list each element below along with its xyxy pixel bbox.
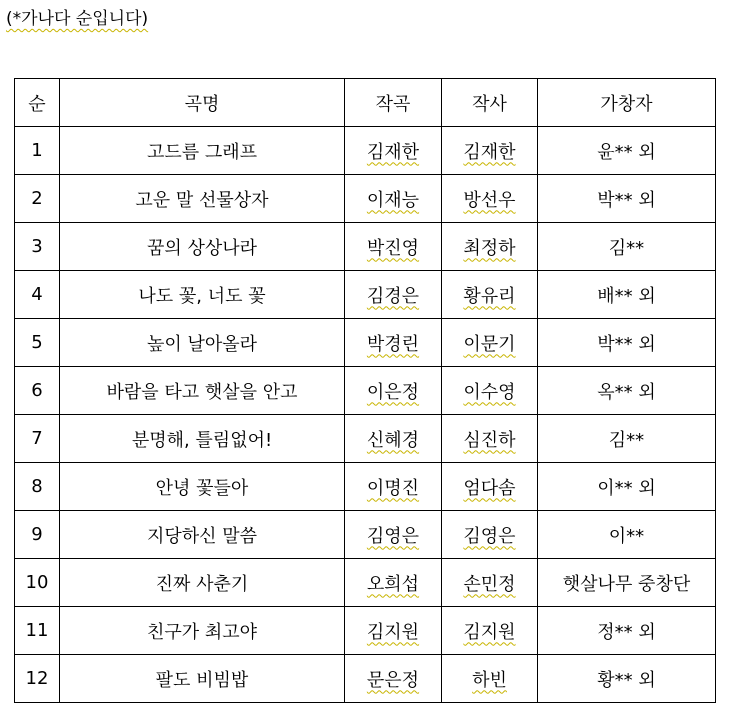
cell-composer-text: 김지원 bbox=[366, 621, 420, 643]
cell-title: 고운 말 선물상자 bbox=[60, 175, 345, 223]
cell-title: 분명해, 틀림없어! bbox=[60, 415, 345, 463]
cell-composer bbox=[345, 367, 442, 415]
cell-lyricist-text: 하빈 bbox=[472, 669, 507, 691]
cell-no: 3 bbox=[15, 223, 60, 271]
table-row bbox=[15, 463, 716, 511]
header-lyricist: 작사 bbox=[442, 79, 538, 127]
cell-composer bbox=[345, 223, 442, 271]
table-row bbox=[15, 271, 716, 319]
cell-composer-text: 신혜경 bbox=[366, 429, 420, 451]
table-row bbox=[15, 655, 716, 703]
cell-lyricist-text: 이수영 bbox=[463, 381, 516, 403]
cell-title: 바람을 타고 햇살을 안고 bbox=[60, 367, 345, 415]
cell-lyricist bbox=[442, 367, 538, 415]
cell-title: 안녕 꽃들아 bbox=[60, 463, 345, 511]
cell-no: 8 bbox=[15, 463, 60, 511]
table-row bbox=[15, 367, 716, 415]
cell-lyricist bbox=[442, 175, 538, 223]
cell-composer bbox=[345, 607, 442, 655]
cell-no: 1 bbox=[15, 127, 60, 175]
cell-no: 2 bbox=[15, 175, 60, 223]
header-composer: 작곡 bbox=[345, 79, 442, 127]
cell-lyricist-text: 방선우 bbox=[463, 189, 516, 211]
cell-composer-text: 이재능 bbox=[366, 189, 420, 211]
cell-lyricist-text: 황유리 bbox=[463, 285, 516, 307]
table-row bbox=[15, 175, 716, 223]
cell-title: 친구가 최고야 bbox=[60, 607, 345, 655]
cell-singer: 김** bbox=[538, 223, 716, 271]
cell-composer bbox=[345, 559, 442, 607]
song-table bbox=[14, 78, 716, 703]
table-row bbox=[15, 223, 716, 271]
cell-composer-text: 문은정 bbox=[366, 669, 420, 691]
cell-lyricist-text: 김지원 bbox=[463, 621, 516, 643]
cell-title: 진짜 사춘기 bbox=[60, 559, 345, 607]
cell-lyricist bbox=[442, 271, 538, 319]
cell-title: 나도 꽃, 너도 꽃 bbox=[60, 271, 345, 319]
sort-note bbox=[6, 8, 148, 30]
table-header-row bbox=[15, 79, 716, 127]
cell-no: 11 bbox=[15, 607, 60, 655]
cell-singer: 정** 외 bbox=[538, 607, 716, 655]
cell-composer-text: 이은정 bbox=[366, 381, 420, 403]
cell-composer-text: 박진영 bbox=[366, 237, 420, 259]
table-row bbox=[15, 559, 716, 607]
cell-lyricist bbox=[442, 127, 538, 175]
header-singer: 가창자 bbox=[538, 79, 716, 127]
song-rows bbox=[15, 127, 716, 703]
cell-singer: 박** 외 bbox=[538, 175, 716, 223]
cell-lyricist-text: 이문기 bbox=[463, 333, 516, 355]
table-row bbox=[15, 319, 716, 367]
table-row bbox=[15, 127, 716, 175]
cell-singer: 옥** 외 bbox=[538, 367, 716, 415]
cell-composer-text: 오희섭 bbox=[366, 573, 420, 595]
cell-composer bbox=[345, 415, 442, 463]
cell-composer bbox=[345, 127, 442, 175]
cell-singer: 김** bbox=[538, 415, 716, 463]
cell-no: 6 bbox=[15, 367, 60, 415]
cell-composer-text: 김영은 bbox=[366, 525, 420, 547]
cell-title: 팔도 비빔밥 bbox=[60, 655, 345, 703]
cell-composer bbox=[345, 175, 442, 223]
cell-lyricist bbox=[442, 511, 538, 559]
cell-composer bbox=[345, 655, 442, 703]
cell-no: 12 bbox=[15, 655, 60, 703]
cell-lyricist-text: 김재한 bbox=[463, 141, 516, 163]
cell-composer bbox=[345, 463, 442, 511]
cell-lyricist-text: 엄다솜 bbox=[463, 477, 516, 499]
cell-no: 7 bbox=[15, 415, 60, 463]
cell-title: 고드름 그래프 bbox=[60, 127, 345, 175]
cell-lyricist bbox=[442, 319, 538, 367]
cell-singer: 배** 외 bbox=[538, 271, 716, 319]
cell-singer: 햇살나무 중창단 bbox=[538, 559, 716, 607]
cell-singer: 황** 외 bbox=[538, 655, 716, 703]
cell-no: 5 bbox=[15, 319, 60, 367]
cell-composer bbox=[345, 511, 442, 559]
cell-lyricist-text: 최정하 bbox=[463, 237, 516, 259]
cell-no: 4 bbox=[15, 271, 60, 319]
table-row bbox=[15, 415, 716, 463]
cell-composer-text: 박경린 bbox=[366, 333, 420, 355]
cell-lyricist bbox=[442, 607, 538, 655]
cell-no: 10 bbox=[15, 559, 60, 607]
cell-singer: 이** 외 bbox=[538, 463, 716, 511]
cell-composer-text: 이명진 bbox=[366, 477, 420, 499]
cell-lyricist bbox=[442, 463, 538, 511]
cell-no: 9 bbox=[15, 511, 60, 559]
cell-title: 지당하신 말씀 bbox=[60, 511, 345, 559]
header-title: 곡명 bbox=[60, 79, 345, 127]
cell-lyricist-text: 손민정 bbox=[463, 573, 516, 595]
sort-note-text: (*가나다 순입니다) bbox=[6, 9, 149, 29]
cell-lyricist bbox=[442, 223, 538, 271]
cell-composer-text: 김경은 bbox=[366, 285, 420, 307]
cell-singer: 윤** 외 bbox=[538, 127, 716, 175]
cell-lyricist bbox=[442, 559, 538, 607]
cell-composer bbox=[345, 319, 442, 367]
cell-singer: 이** bbox=[538, 511, 716, 559]
header-no: 순 bbox=[15, 79, 60, 127]
cell-lyricist-text: 김영은 bbox=[463, 525, 516, 547]
cell-title: 높이 날아올라 bbox=[60, 319, 345, 367]
cell-lyricist bbox=[442, 655, 538, 703]
cell-singer: 박** 외 bbox=[538, 319, 716, 367]
table-row bbox=[15, 607, 716, 655]
cell-title: 꿈의 상상나라 bbox=[60, 223, 345, 271]
cell-composer bbox=[345, 271, 442, 319]
cell-lyricist bbox=[442, 415, 538, 463]
table-row bbox=[15, 511, 716, 559]
cell-lyricist-text: 심진하 bbox=[463, 429, 516, 451]
cell-composer-text: 김재한 bbox=[366, 141, 420, 163]
